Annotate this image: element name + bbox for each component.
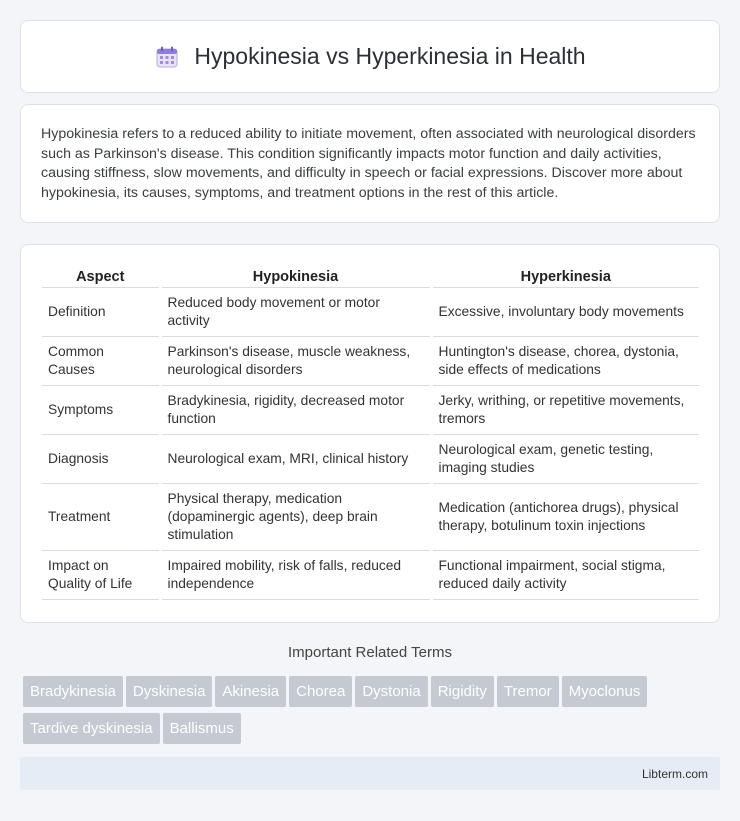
intro-card	[20, 104, 720, 223]
footer	[20, 757, 720, 790]
header-card	[20, 20, 720, 93]
column-header: Aspect	[42, 265, 160, 288]
table-cell: Definition	[42, 288, 160, 337]
table-cell: Functional impairment, social stigma, reduced daily activity	[431, 551, 699, 600]
table-cell: Diagnosis	[42, 435, 160, 484]
table-cell: Excessive, involuntary body movements	[431, 288, 699, 337]
table-cell: Neurological exam, genetic testing, imaging studies	[431, 435, 699, 484]
related-term-tag[interactable]: Tardive dyskinesia	[23, 713, 160, 744]
table-header-row	[42, 265, 699, 288]
intro-text: Hypokinesia refers to a reduced ability to initiate movement, often associated with neurological disorders such as Parkinson's disease. This condition significantly impacts motor function and daily activities, causing stiffness, slow movements, and difficulty in speech or facial expressions. Discover more about hypokinesia, its causes, symptoms, and treatment options in the rest of this article.	[41, 126, 696, 201]
table-row	[42, 435, 699, 484]
table-cell: Huntington's disease, chorea, dystonia, side effects of medications	[431, 337, 699, 386]
table-cell: Reduced body movement or motor activity	[160, 288, 431, 337]
related-term-tag[interactable]: Ballismus	[163, 713, 241, 744]
table-cell: Medication (antichorea drugs), physical therapy, botulinum toxin injections	[431, 484, 699, 551]
table-row	[42, 484, 699, 551]
related-terms-list	[23, 676, 723, 750]
table-row	[42, 386, 699, 435]
comparison-card	[20, 244, 720, 623]
column-header: Hypokinesia	[160, 265, 431, 288]
table-cell: Parkinson's disease, muscle weakness, neurological disorders	[160, 337, 431, 386]
table-row	[42, 288, 699, 337]
page-title: Hypokinesia vs Hyperkinesia in Health	[194, 43, 586, 69]
related-term-tag[interactable]: Dyskinesia	[126, 676, 213, 707]
table-cell: Neurological exam, MRI, clinical history	[160, 435, 431, 484]
table-cell: Symptoms	[42, 386, 160, 435]
comparison-table	[42, 265, 699, 600]
related-term-tag[interactable]: Chorea	[289, 676, 352, 707]
related-term-tag[interactable]: Myoclonus	[562, 676, 648, 707]
related-term-tag[interactable]: Dystonia	[355, 676, 427, 707]
related-term-tag[interactable]: Akinesia	[215, 676, 286, 707]
related-term-tag[interactable]: Bradykinesia	[23, 676, 123, 707]
table-cell: Impaired mobility, risk of falls, reduced independence	[160, 551, 431, 600]
table-cell: Treatment	[42, 484, 160, 551]
column-header: Hyperkinesia	[431, 265, 699, 288]
footer-site-link[interactable]: Libterm.com	[641, 767, 708, 781]
table-cell: Common Causes	[42, 337, 160, 386]
related-term-tag[interactable]: Rigidity	[431, 676, 494, 707]
table-cell: Impact on Quality of Life	[42, 551, 160, 600]
table-cell: Bradykinesia, rigidity, decreased motor function	[160, 386, 431, 435]
table-cell: Physical therapy, medication (dopaminergic agents), deep brain stimulation	[160, 484, 431, 551]
calendar-icon	[154, 44, 180, 70]
related-term-tag[interactable]: Tremor	[497, 676, 559, 707]
table-row	[42, 551, 699, 600]
related-terms-title: Important Related Terms	[288, 644, 452, 661]
table-cell: Jerky, writhing, or repetitive movements, tremors	[431, 386, 699, 435]
table-row	[42, 337, 699, 386]
